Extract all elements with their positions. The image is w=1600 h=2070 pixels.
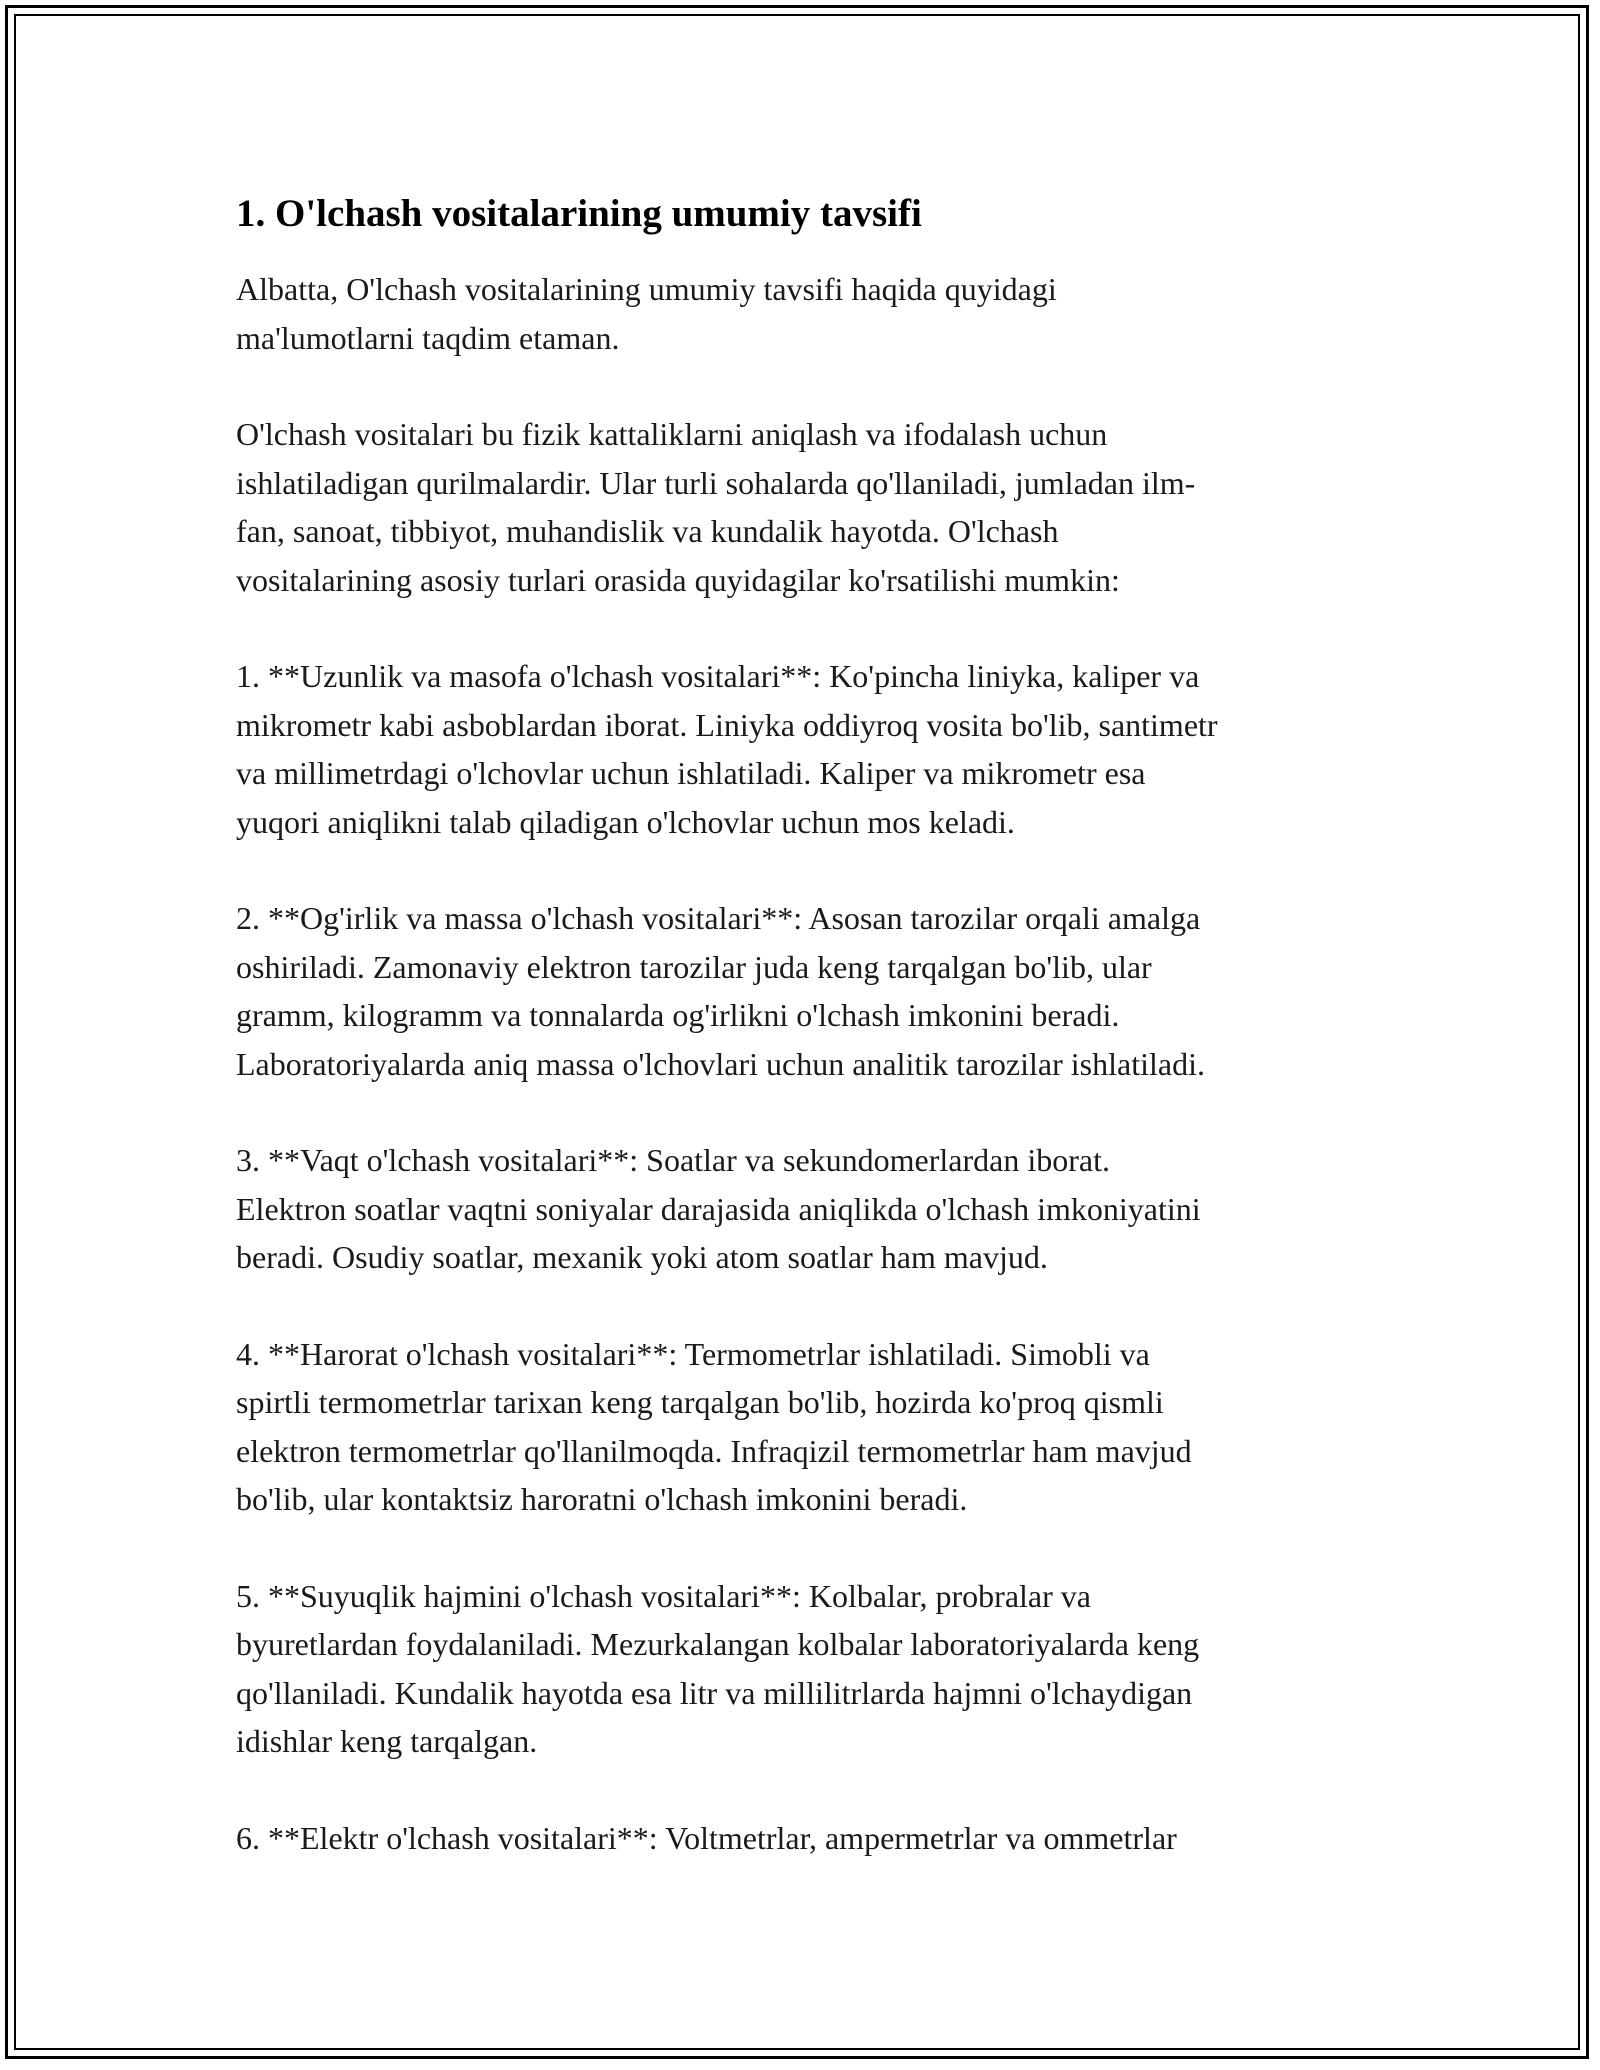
list-item-electric: 6. **Elektr o'lchash vositalari**: Voltmetrlar, ampermetrlar va ommetrlar (236, 1819, 1177, 1856)
definition-paragraph: O'lchash vositalari bu fizik kattaliklarni aniqlash va ifodalash uchun ishlatiladigan qurilmalardir. Ular turli sohalarda qo'llaniladi, jumladan ilm- fan, sanoat, tibbiyot, muhandislik va kundalik hayotda. O'lchash vositalarining asosiy turlari orasida quyidagilar ko'rsatilishi mumkin: (236, 416, 1196, 598)
list-item-time: 3. **Vaqt o'lchash vositalari**: Soatlar va sekundomerlardan iborat. Elektron soatlar vaqtni soniyalar darajasida aniqlikda o'lchash imkoniyatini beradi. Osudiy soatlar, mexanik yoki atom soatlar ham mavjud. (236, 1142, 1201, 1275)
list-item-mass: 2. **Og'irlik va massa o'lchash vositalari**: Asosan tarozilar orqali amalga oshiriladi. Zamonaviy elektron tarozilar juda keng tarqalgan bo'lib, ular gramm, kilogramm va tonnalarda og'irlikni o'lchash imkonini beradi. Laboratoriyalarda aniq massa o'lchovlari uchun analitik tarozilar ishlatiladi. (236, 900, 1205, 1082)
list-item-liquid-volume: 5. **Suyuqlik hajmini o'lchash vositalari**: Kolbalar, probralar va byuretlardan foydalaniladi. Mezurkalangan kolbalar laboratoriyalarda keng qo'llaniladi. Kundalik hayotda esa litr va millilitrlarda hajmni o'lchaydigan idishlar keng tarqalgan. (236, 1577, 1200, 1759)
section-title: 1. O'lchash vositalarining umumiy tavsifi (236, 192, 922, 235)
document-body (236, 185, 1376, 1910)
list-item-temperature: 4. **Harorat o'lchash vositalari**: Termometrlar ishlatiladi. Simobli va spirtli termometrlar tarixan keng tarqalgan bo'lib, hozirda ko'proq qismli elektron termometrlar qo'llanilmoqda. Infraqizil termometrlar ham mavjud bo'lib, ular kontaktsiz haroratni o'lchash imkonini beradi. (236, 1335, 1192, 1517)
intro-paragraph: Albatta, O'lchash vositalarining umumiy tavsifi haqida quyidagi ma'lumotlarni taqdim etaman. (236, 271, 1057, 356)
list-item-length: 1. **Uzunlik va masofa o'lchash vositalari**: Ko'pincha liniyka, kaliper va mikrometr kabi asboblardan iborat. Liniyka oddiyroq vosita bo'lib, santimetr va millimetrdagi o'lchovlar uchun ishlatiladi. Kaliper va mikrometr esa yuqori aniqlikni talab qiladigan o'lchovlar uchun mos keladi. (236, 658, 1218, 840)
